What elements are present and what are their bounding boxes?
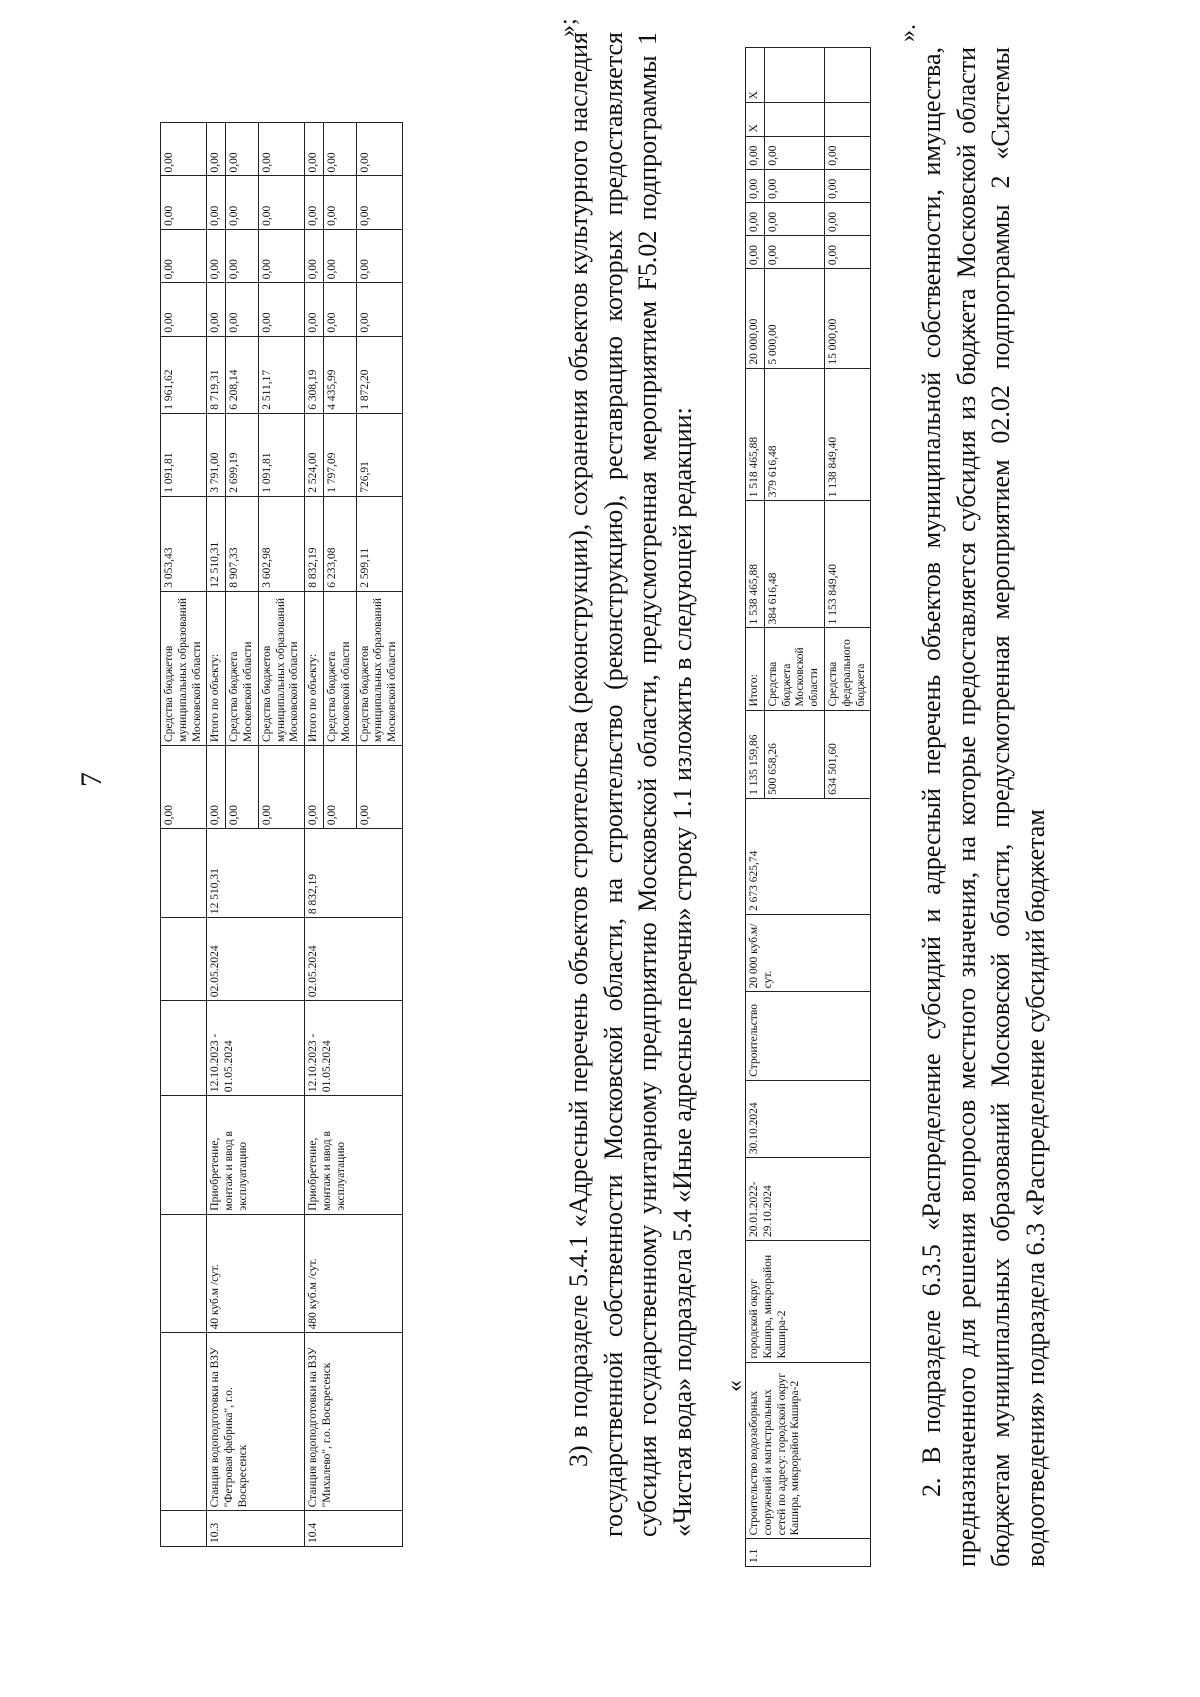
table-row bbox=[305, 28, 324, 1547]
capacity-cell bbox=[161, 1214, 207, 1333]
work-type-cell bbox=[161, 1096, 207, 1215]
value-cell: 0,00 bbox=[161, 283, 207, 336]
paid-cell: 0,00 bbox=[226, 746, 259, 829]
paid-cell: 0,00 bbox=[258, 746, 304, 829]
value-cell: 0,00 bbox=[746, 136, 765, 169]
funding-source-cell: Средства бюджета Московской области bbox=[323, 591, 356, 745]
close-quote-2: ». bbox=[895, 24, 921, 42]
value-cell: 0,00 bbox=[746, 169, 765, 202]
commission-date-cell: 02.05.2024 bbox=[305, 918, 403, 1001]
value-cell: 0,00 bbox=[356, 123, 402, 176]
location-cell: городской округ Кашира, микрорайон Кашира-2 bbox=[746, 1240, 871, 1362]
table-row bbox=[161, 28, 207, 1547]
commission-date-cell: 02.05.2024 bbox=[207, 918, 305, 1001]
value-cell: 2 524,00 bbox=[305, 413, 324, 496]
value-cell: 3 602,98 bbox=[258, 496, 304, 591]
funding-source-cell: Средства бюджетов муниципальных образований Московской области bbox=[161, 591, 207, 745]
close-quote-1: »; bbox=[555, 18, 581, 37]
funding-source-cell: Средства бюджета Московской области bbox=[226, 591, 259, 745]
value-cell: 0,00 bbox=[323, 123, 356, 176]
value-cell: 0,00 bbox=[323, 229, 356, 282]
value-cell: 15 000,00 bbox=[824, 269, 870, 368]
capacity-cell: 40 куб.м /сут. bbox=[207, 1214, 305, 1333]
value-cell: 0,00 bbox=[207, 283, 226, 336]
row-number-cell: 10.4 bbox=[305, 1511, 403, 1547]
row-number-cell: 10.3 bbox=[207, 1511, 305, 1547]
funding-source-cell: Средства федерального бюджета bbox=[824, 628, 870, 710]
cost-cell: 2 673 625,74 bbox=[746, 798, 871, 914]
paragraph-2: 2. В подразделе 6.3.5 «Распределение субсидий и адресный перечень объектов муниципальной собственности, имущества, предназначенного для решения вопросов местного значения, на которые предоставляется субсидия из бюджета Московской области бюджетам муниципальных образований Московской области, предусмотренная мероприятием 02.02 подпрограммы 2 «Системы водоотведения» подраздела 6.3 «Распределение субсидий бюджетам bbox=[917, 47, 1050, 1567]
value-cell: 0,00 bbox=[161, 229, 207, 282]
value-cell: 6 208,14 bbox=[226, 336, 259, 413]
paid-cell: 0,00 bbox=[207, 746, 226, 829]
row-number-cell: 1.1 bbox=[746, 1539, 871, 1567]
value-cell: 0,00 bbox=[258, 176, 304, 229]
value-cell: 0,00 bbox=[207, 176, 226, 229]
work-type-cell: Приобретение, монтаж и ввод в эксплуатацию bbox=[305, 1096, 403, 1215]
value-cell: 0,00 bbox=[161, 176, 207, 229]
value-cell: 8 907,33 bbox=[226, 496, 259, 591]
capacity-cell: 480 куб.м /сут. bbox=[305, 1214, 403, 1333]
value-cell: 0,00 bbox=[161, 123, 207, 176]
object-name-cell: Станция водоподготовки на ВЗУ "Михалево", г.о. Воскресенск bbox=[305, 1333, 403, 1511]
open-quote: « bbox=[722, 1380, 748, 1392]
cost-cell: 8 832,19 bbox=[305, 829, 403, 918]
value-cell: X bbox=[746, 48, 765, 103]
value-cell bbox=[764, 48, 824, 103]
value-cell: 0,00 bbox=[764, 169, 824, 202]
objects-table-1 bbox=[160, 27, 403, 1547]
value-cell: 0,00 bbox=[764, 136, 824, 169]
value-cell: 0,00 bbox=[305, 229, 324, 282]
page-number: 7 bbox=[75, 772, 108, 787]
value-cell: 0,00 bbox=[305, 176, 324, 229]
paid-total-cell: 1 135 159,86 bbox=[746, 710, 765, 798]
value-cell: 1 872,20 bbox=[356, 336, 402, 413]
table-row bbox=[746, 48, 765, 1567]
cost-cell: 12 510,31 bbox=[207, 829, 305, 918]
value-cell: 1 538 465,88 bbox=[746, 501, 765, 628]
value-cell: 1 961,62 bbox=[161, 336, 207, 413]
value-cell bbox=[764, 103, 824, 136]
capacity-cell: 20 000 куб.м/сут. bbox=[746, 914, 871, 991]
value-cell: 0,00 bbox=[207, 229, 226, 282]
value-cell bbox=[824, 48, 870, 103]
object-name-cell: Станция водоподготовки на ВЗУ "Фетровая фабрика", г.о. Воскресенск bbox=[207, 1333, 305, 1511]
value-cell: 0,00 bbox=[305, 283, 324, 336]
funding-source-cell: Итого по объекту: bbox=[207, 591, 226, 745]
value-cell: 8 719,31 bbox=[207, 336, 226, 413]
object-name-cell: Строительство водозаборных сооружений и магистральных сетей по адресу: городской округ Кашира, микрорайон Кашира-2 bbox=[746, 1362, 871, 1539]
row-number-cell bbox=[161, 1511, 207, 1547]
funding-source-cell: Итого по объекту: bbox=[305, 591, 324, 745]
value-cell: 0,00 bbox=[356, 229, 402, 282]
value-cell: 0,00 bbox=[258, 283, 304, 336]
commission-date-cell bbox=[161, 918, 207, 1001]
value-cell: 0,00 bbox=[746, 202, 765, 235]
paid-cell: 634 501,60 bbox=[824, 710, 870, 798]
value-cell: 0,00 bbox=[226, 176, 259, 229]
value-cell: 1 518 465,88 bbox=[746, 368, 765, 501]
value-cell: 0,00 bbox=[323, 283, 356, 336]
value-cell: 2 511,17 bbox=[258, 336, 304, 413]
value-cell: 0,00 bbox=[764, 235, 824, 268]
value-cell: 0,00 bbox=[226, 283, 259, 336]
cost-cell bbox=[161, 829, 207, 918]
value-cell: 0,00 bbox=[258, 123, 304, 176]
value-cell: 2 699,19 bbox=[226, 413, 259, 496]
value-cell: 2 599,11 bbox=[356, 496, 402, 591]
period-cell bbox=[161, 1001, 207, 1096]
value-cell: 0,00 bbox=[226, 123, 259, 176]
period-cell: 12.10.2023 - 01.05.2024 bbox=[207, 1001, 305, 1096]
value-cell: 6 233,08 bbox=[323, 496, 356, 591]
value-cell: 0,00 bbox=[356, 176, 402, 229]
value-cell: 0,00 bbox=[824, 169, 870, 202]
commission-date-cell: 30.10.2024 bbox=[746, 1080, 871, 1157]
value-cell: 379 616,48 bbox=[764, 368, 824, 501]
value-cell: 0,00 bbox=[258, 229, 304, 282]
value-cell: 726,91 bbox=[356, 413, 402, 496]
value-cell: 1 091,81 bbox=[161, 413, 207, 496]
table-row bbox=[207, 28, 226, 1547]
funding-source-cell: Средства бюджета Московской области bbox=[764, 628, 824, 710]
paragraph-3: 3) в подразделе 5.4.1 «Адресный перечень объектов строительства (реконструкции), сохранения объектов культурного наследия государственной собственности Московской области, на строительство (реконструкцию), реставрацию которых предоставляется субсидия государственному унитарному предприятию Московской области, предусмотренная мероприятием F5.02 подпрограммы 1 «Чистая вода» подраздела 5.4 «Иные адресные перечни» строку 1.1 изложить в следующей редакции: bbox=[564, 32, 697, 1537]
value-cell: 0,00 bbox=[824, 202, 870, 235]
value-cell: 6 308,19 bbox=[305, 336, 324, 413]
value-cell: 20 000,00 bbox=[746, 269, 765, 368]
funding-source-cell: Средства бюджетов муниципальных образований Московской области bbox=[356, 591, 402, 745]
period-cell: 12.10.2023 - 01.05.2024 bbox=[305, 1001, 403, 1096]
objects-table-2 bbox=[745, 47, 871, 1567]
work-type-cell: Строительство bbox=[746, 992, 871, 1080]
paid-cell: 500 658,26 bbox=[764, 710, 824, 798]
value-cell: 0,00 bbox=[207, 123, 226, 176]
value-cell: 3 053,43 bbox=[161, 496, 207, 591]
value-cell: X bbox=[746, 103, 765, 136]
value-cell: 4 435,99 bbox=[323, 336, 356, 413]
object-name-cell bbox=[161, 1333, 207, 1511]
value-cell: 0,00 bbox=[824, 136, 870, 169]
value-cell: 8 832,19 bbox=[305, 496, 324, 591]
value-cell: 0,00 bbox=[305, 123, 324, 176]
value-cell: 3 791,00 bbox=[207, 413, 226, 496]
value-cell: 0,00 bbox=[226, 229, 259, 282]
value-cell: 0,00 bbox=[356, 283, 402, 336]
value-cell: 0,00 bbox=[323, 176, 356, 229]
value-cell: 1 797,09 bbox=[323, 413, 356, 496]
funding-source-cell: Средства бюджетов муниципальных образований Московской области bbox=[258, 591, 304, 745]
paid-cell: 0,00 bbox=[323, 746, 356, 829]
value-cell: 1 153 849,40 bbox=[824, 501, 870, 628]
paid-cell: 0,00 bbox=[305, 746, 324, 829]
value-cell: 5 000,00 bbox=[764, 269, 824, 368]
value-cell: 1 138 849,40 bbox=[824, 368, 870, 501]
work-type-cell: Приобретение, монтаж и ввод в эксплуатацию bbox=[207, 1096, 305, 1215]
value-cell: 0,00 bbox=[764, 202, 824, 235]
paid-cell: 0,00 bbox=[356, 746, 402, 829]
paid-cell: 0,00 bbox=[161, 746, 207, 829]
value-cell: 384 616,48 bbox=[764, 501, 824, 628]
value-cell bbox=[824, 103, 870, 136]
value-cell: 0,00 bbox=[824, 235, 870, 268]
value-cell: 1 091,81 bbox=[258, 413, 304, 496]
value-cell: 0,00 bbox=[746, 235, 765, 268]
period-cell: 20.01.2022- 29.10.2024 bbox=[746, 1158, 871, 1241]
funding-source-cell: Итого: bbox=[746, 628, 765, 710]
value-cell: 12 510,31 bbox=[207, 496, 226, 591]
